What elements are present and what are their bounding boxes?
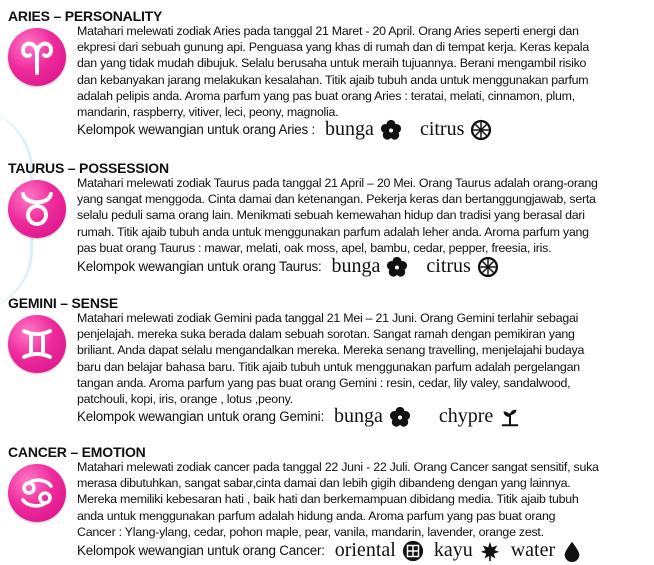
citrus-icon [477, 256, 499, 278]
section-cancer [0, 444, 654, 565]
fragrance-group-label: Kelompok wewangian untuk orang Gemini: [77, 409, 324, 424]
scent-name: bunga [325, 118, 374, 140]
chypre-sprout-icon [499, 406, 521, 428]
paragraph-line: rumah. Titik ajaib tubuh anda untuk menggunakan parfum adalah leher anda. Aroma parfum yang [77, 224, 589, 239]
oriental-icon [402, 540, 424, 562]
water-drop-icon [561, 540, 583, 562]
fragrance-group [77, 118, 492, 141]
scent-name: water [510, 539, 556, 561]
flower-icon [386, 256, 408, 278]
flower-icon [389, 406, 411, 428]
fragrance-group [77, 405, 521, 428]
cancer-sign-icon [8, 464, 66, 522]
section-heading: CANCER – EMOTION [8, 444, 146, 460]
taurus-sign-icon [8, 180, 66, 238]
scent-name: citrus [426, 255, 471, 277]
paragraph-line: Matahari melewati zodiak Aries pada tanggal 21 Maret - 20 April. Orang Aries seperti energi dan [77, 24, 579, 38]
paragraph-line: merasa dibutuhkan, sangat sabar,cinta damai dan lebih gigih dibandeng dengan yang lainnya. [77, 476, 571, 491]
scent-name: oriental [334, 539, 396, 561]
scent-name: citrus [419, 118, 465, 140]
citrus-icon [470, 119, 492, 141]
scent-name: chypre [438, 405, 494, 427]
section-paragraph [77, 23, 651, 120]
scent-name: kayu [433, 539, 473, 561]
section-heading: GEMINI – SENSE [8, 295, 119, 311]
section-heading: ARIES – PERSONALITY [8, 8, 163, 24]
fragrance-group [77, 255, 499, 278]
paragraph-line: ekpresi dari sebuah gunung api. Penguasa yang khas di rumah dan di tempat kerja. Keras kepala [77, 40, 589, 55]
flower-icon [380, 119, 402, 141]
gemini-sign-icon [8, 315, 66, 373]
section-gemini [0, 295, 654, 435]
section-paragraph [77, 175, 651, 256]
paragraph-line: adalah pelipis anda. Aroma parfum yang pas buat orang Aries : teratai, melati, cinnamon, plum, [77, 88, 575, 103]
paragraph-line: Matahari melewati zodiak Gemini pada tanggal 21 Mei – 21 Juni. Orang Gemini terlahir sebagai [77, 311, 579, 325]
paragraph-line: yang sangat menggoda. Cinta damai dan ketenangan. Pekerja keras dan bertanggungjawab, serta [77, 192, 596, 207]
section-paragraph [77, 459, 651, 540]
section-aries [0, 8, 654, 148]
fragrance-group-label: Kelompok wewangian untuk orang Cancer: [77, 543, 325, 558]
paragraph-line: tangan anda. Aroma parfum yang pas buat orang Gemini : resin, cedar, lily valey, sandalwood, [77, 375, 571, 390]
paragraph-line: dan kebanyakan jarang melakukan kesalahan. Titik ajaib tubuh anda untuk menggunakan parfum [77, 72, 589, 87]
paragraph-line: briliant. Anda dapat selalu mengandalkan mereka. Mereka senang travelling, menjelajahi budaya [77, 343, 585, 358]
paragraph-line: pas buat orang Taurus : mawar, melati, oak moss, apel, bambu, cedar, pepper, freesia, iris. [77, 240, 552, 255]
paragraph-line: Matahari melewati zodiak Taurus pada tanggal 21 April – 20 Mei. Orang Taurus adalah orang-orang [77, 176, 598, 190]
section-paragraph [77, 310, 651, 407]
paragraph-line: selalu peduli sama orang lain. Menikmati sebuah kemewahan hidup dan tradisi yang berasal dari [77, 208, 585, 223]
wood-leaf-icon [479, 540, 501, 562]
scent-name: bunga [333, 405, 383, 427]
paragraph-line: anda untuk menggunakan parfum adalah hidung anda. Aroma parfum yang pas buat orang [77, 508, 556, 523]
paragraph-line: penjelajah. mereka suka berada dalam sebuah sorotan. Sangat ramah dengan pemikiran yang [77, 327, 575, 342]
paragraph-line: baru dan belajar bahasa baru. Titik ajaib tubuh untuk menggunakan parfum adalah pergelangan [77, 359, 580, 374]
paragraph-line: Matahari melewati zodiak cancer pada tanggal 22 Juni - 22 Juli. Orang Cancer sangat sensitif, suka [77, 460, 599, 474]
fragrance-group-label: Kelompok wewangian untuk orang Taurus: [77, 259, 322, 274]
section-heading: TAURUS – POSSESSION [8, 160, 169, 176]
fragrance-group-label: Kelompok wewangian untuk orang Aries : [77, 122, 316, 137]
section-taurus [0, 160, 654, 285]
scent-name: bunga [331, 255, 381, 277]
paragraph-line: patchouli, kopi, iris, orange , lotus ,peony. [77, 392, 293, 407]
paragraph-line: Mereka memiliki kebesaran hati , baik hati dan berkemampuan dibidang media. Titik ajaib tubuh [77, 492, 579, 507]
paragraph-line: Cancer : Ylang-ylang, cedar, pohon maple, pear, vanila, mandarin, lavender, orange zest. [77, 524, 544, 539]
paragraph-line: mandarin, raspberry, vitiver, leci, peony, magnolia. [77, 105, 339, 120]
aries-sign-icon [8, 28, 66, 86]
paragraph-line: dan yang tidak mudah dibujuk. Selalu berusaha untuk meraih tujuannya. Berani mengambil risiko [77, 56, 587, 71]
fragrance-group [77, 539, 583, 562]
